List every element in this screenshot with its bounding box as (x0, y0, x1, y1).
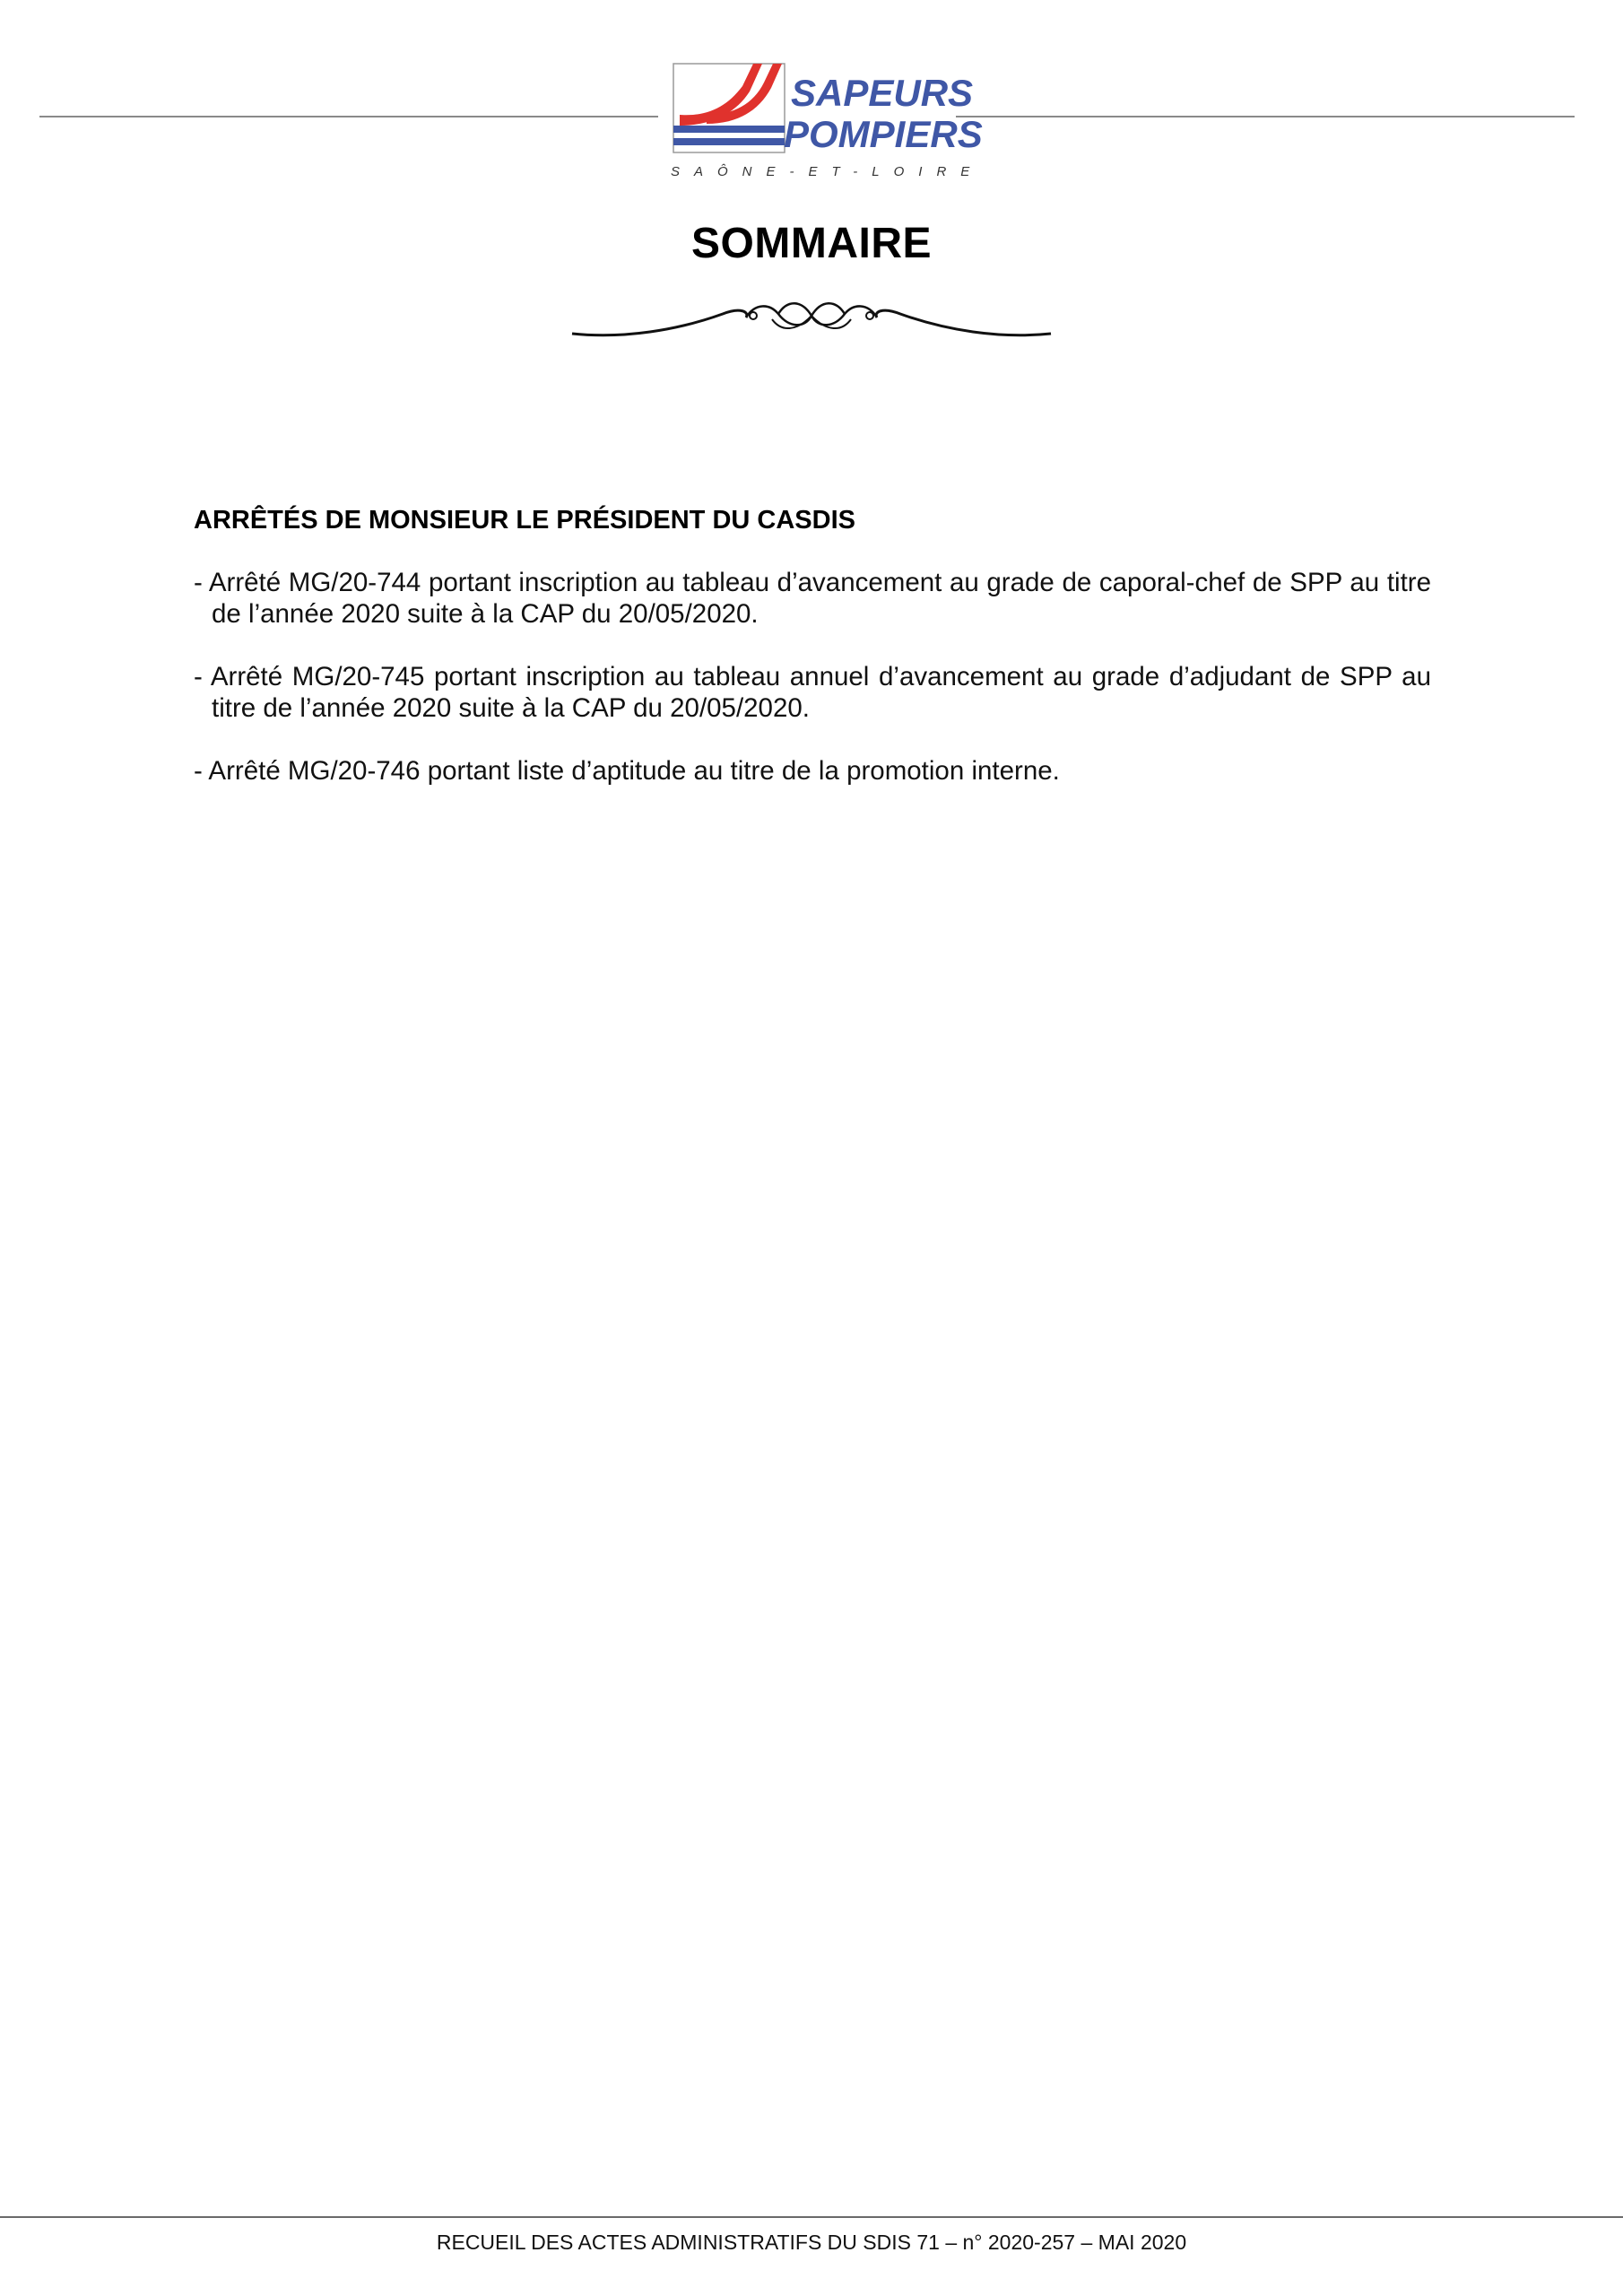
decorative-flourish-icon (570, 296, 1053, 341)
logo-line1: SAPEURS (791, 72, 974, 114)
footer-rule (0, 2216, 1623, 2218)
logo-subtitle: SAÔNE-ET-LOIRE (671, 164, 985, 179)
section-heading: ARRÊTÉS DE MONSIEUR LE PRÉSIDENT DU CASDIS (194, 506, 855, 535)
summary-entry-2: - Arrêté MG/20-745 portant inscription au tableau annuel d’avancement au grade d’adjudant de SPP au titre de l’année 2020 suite à la CAP du 20/05/2020. (194, 662, 1431, 723)
page-title: SOMMAIRE (691, 220, 932, 267)
logo-blue-stripe (673, 126, 785, 133)
summary-entry-3: - Arrêté MG/20-746 portant liste d’aptitude au titre de la promotion interne. (194, 756, 1060, 786)
logo-line2: POMPIERS (784, 113, 983, 155)
summary-content (194, 502, 1431, 818)
header-rule-left (39, 116, 658, 117)
page-footer: RECUEIL DES ACTES ADMINISTRATIFS DU SDIS 71 – n° 2020-257 – MAI 2020 (436, 2231, 1187, 2254)
header-rule-right (956, 116, 1575, 117)
summary-entry-1: - Arrêté MG/20-744 portant inscription au tableau d’avancement au grade de caporal-chef de SPP au titre de l’année 2020 suite à la CAP du 20/05/2020. (194, 568, 1431, 629)
sapeurs-pompiers-logo (671, 61, 985, 182)
